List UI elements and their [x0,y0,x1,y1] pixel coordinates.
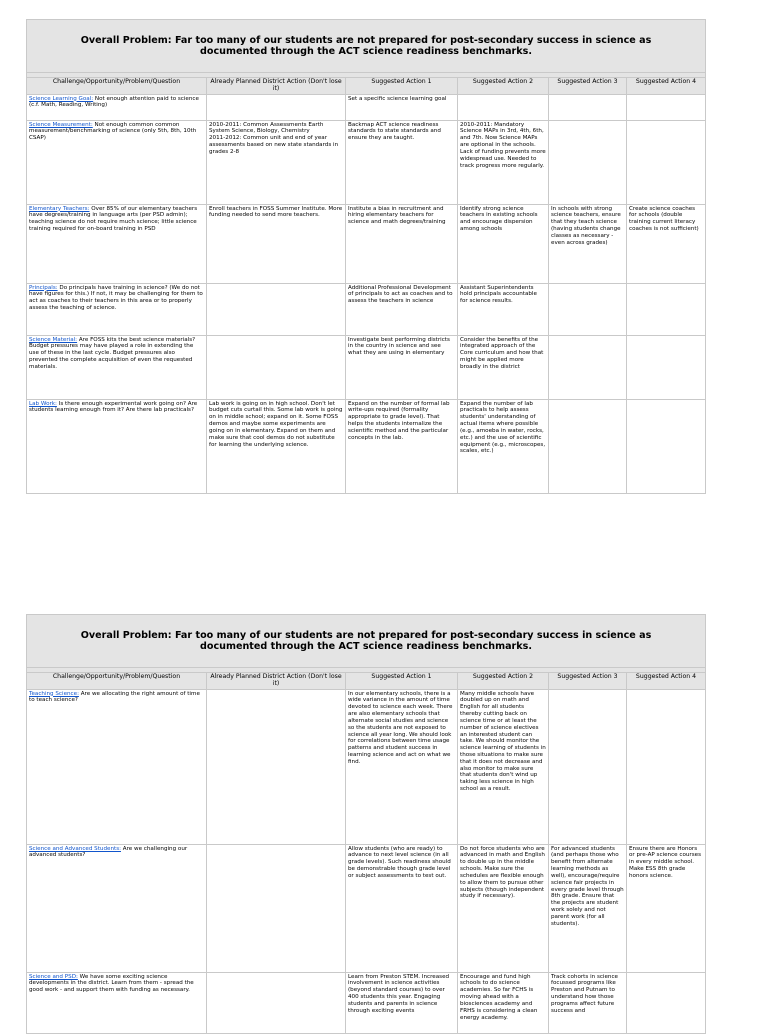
challenge-cell: Teaching Science: Are we allocating the right amount of time to teach science? [27,689,207,844]
table-row [27,399,706,493]
action-4-cell [627,689,706,844]
table-row [27,283,706,335]
science-plan-table-2 [26,614,706,1034]
action-2-cell: Many middle schools have doubled up on math and English for all students thereby cutting back on science time or at least the number of science electives an interested student can take. We should monitor the science learning of students in those situations to make sure that it does not decrease and also monitor to make sure that students don't wind up taking less science in high school as a result. [458,689,549,844]
challenge-cell: Principals: Do principals have training in science? (We do not have figures for this.) If not, it may be challenging for them to act as coaches to their teachers in this area or to properly assess the teaching of science. [27,283,207,335]
challenge-link[interactable]: Science Material: [29,336,78,343]
col-header-planned: Already Planned District Action (Don't lose it) [207,673,346,690]
overall-problem-title: Overall Problem: Far too many of our students are not prepared for post-secondary success in science as documented through the ACT science readiness benchmarks. [27,20,706,73]
challenge-link[interactable]: Science Measurement: [29,121,93,128]
action-1-cell: Investigate best performing districts in the country in science and see what they are using in elementary [346,335,458,399]
table-row [27,689,706,844]
challenge-link[interactable]: Science and PSD: [29,973,78,980]
action-3-cell [549,335,627,399]
action-1-cell: Expand on the number of formal lab write-ups required (formality appropriate to grade level). That helps the students internalize the scientific method and the particular concepts in the lab. [346,399,458,493]
challenge-link[interactable]: Science and Advanced Students: [29,845,121,852]
planned-cell: 2010-2011: Common Assessments Earth System Science, Biology, Chemistry 2011-2012: Common unit and end of year assessments based on new state standards in grades 2-8 [207,120,346,204]
action-2-cell: Consider the benefits of the integrated approach of the Core curriculum and how that might be applied more broadly in the district [458,335,549,399]
challenge-link[interactable]: Science Learning Goal: [29,95,94,102]
challenge-cell: Science Learning Goal: Not enough attention paid to science (c.f. Math, Reading, Writing) [27,94,207,120]
challenge-cell: Elementary Teachers: Over 85% of our elementary teachers have degrees/training in language arts (per PSD admin); teaching science do not require much science; little science training required for on-board training in PSD [27,204,207,283]
action-2-cell [458,94,549,120]
action-2-cell: 2010-2011: Mandatory Science MAPs in 3rd, 4th, 6th, and 7th. Now Science MAPs are optional in the schools. Lack of funding prevents more widespread use. Needed to track progress more regularly. [458,120,549,204]
action-1-cell: Allow students (who are ready) to advance to next level science (in all grade levels). Such readiness should be demonstrable though grade level or subject assessments to test out. [346,844,458,972]
col-header-challenge: Challenge/Opportunity/Problem/Question [27,78,207,95]
action-2-cell: Do not force students who are advanced in math and English to double up in the middle schools. Make sure the schedules are flexible enough to allow them to pursue other subjects (though independent study if necessary). [458,844,549,972]
title-row [27,20,706,73]
table-row [27,94,706,120]
action-4-cell: Create science coaches for schools (double training current literacy coaches is not sufficient) [627,204,706,283]
header-row [27,78,706,95]
planned-cell [207,283,346,335]
col-header-action-1: Suggested Action 1 [346,673,458,690]
challenge-cell: Science Material: Are FOSS kits the best science materials? Budget pressures may have played a role in extending the use of these in the last cycle. Budget pressures also prevented the complete acquisition of even the requested materials. [27,335,207,399]
col-header-challenge: Challenge/Opportunity/Problem/Question [27,673,207,690]
challenge-cell: Science and PSD: We have some exciting science developments in the district. Learn from them - spread the good work - and support them with funding as necessary. [27,972,207,1033]
planned-cell [207,689,346,844]
action-3-cell: Track cohorts in science focussed programs like Preston and Putnam to understand how those programs affect future success and [549,972,627,1033]
challenge-link[interactable]: Lab Work: [29,400,57,407]
action-1-cell: Set a specific science learning goal [346,94,458,120]
col-header-planned: Already Planned District Action (Don't lose it) [207,78,346,95]
action-1-cell: Backmap ACT science readiness standards to state standards and ensure they are taught. [346,120,458,204]
planned-cell: Lab work is going on in high school. Don't let budget cuts curtail this. Some lab work is going on in middle school; expand on it. Some FOSS demos and maybe some experiments are going on in elementary. Expand on them and make sure that cool demos do not substitute for learning the underlying science. [207,399,346,493]
science-plan-table-1 [26,19,706,494]
challenge-link[interactable]: Teaching Science: [29,690,79,697]
col-header-action-4: Suggested Action 4 [627,78,706,95]
action-3-cell [549,94,627,120]
col-header-action-3: Suggested Action 3 [549,673,627,690]
title-row [27,615,706,668]
action-3-cell [549,283,627,335]
challenge-cell: Lab Work: Is there enough experimental work going on? Are students learning enough from it? Are there lab practicals? [27,399,207,493]
col-header-action-1: Suggested Action 1 [346,78,458,95]
action-2-cell: Identify strong science teachers in existing schools and encourage dispersion among schools [458,204,549,283]
overall-problem-title: Overall Problem: Far too many of our students are not prepared for post-secondary success in science as documented through the ACT science readiness benchmarks. [27,615,706,668]
action-4-cell: Ensure there are Honors or pre-AP science courses in every middle school. Make ESS 8th grade honors science. [627,844,706,972]
planned-cell [207,844,346,972]
planned-cell [207,94,346,120]
planned-cell: Enroll teachers in FOSS Summer Institute. More funding needed to send more teachers. [207,204,346,283]
action-4-cell [627,94,706,120]
header-row [27,673,706,690]
action-3-cell: In schools with strong science teachers, ensure that they teach science (having students change classes as necessary - even across grades) [549,204,627,283]
action-3-cell [549,689,627,844]
planned-cell [207,335,346,399]
col-header-action-2: Suggested Action 2 [458,78,549,95]
table-row [27,204,706,283]
action-3-cell [549,399,627,493]
action-4-cell [627,335,706,399]
challenge-cell: Science Measurement: Not enough common common measurement/benchmarking of science (only 5th, 8th, 10th CSAP) [27,120,207,204]
table-row [27,120,706,204]
action-4-cell [627,283,706,335]
action-3-cell [549,120,627,204]
action-1-cell: Learn from Preston STEM. Increased involvement in science activities (beyond standard courses) to over 400 students this year. Engaging students and parents in science through exciting events [346,972,458,1033]
action-1-cell: Institute a bias in recruitment and hiring elementary teachers for science and math degrees/training [346,204,458,283]
action-3-cell: For advanced students (and perhaps those who benefit from alternate learning methods as well), encourage/require science fair projects in every grade level through 8th grade. Ensure that the projects are student work solely and not parent work (for all students). [549,844,627,972]
action-2-cell: Encourage and fund high schools to do science academies. So far FCHS is moving ahead with a biosciences academy and FRHS is considering a clean energy academy. [458,972,549,1033]
table-row [27,844,706,972]
action-4-cell [627,399,706,493]
challenge-link[interactable]: Principals: [29,284,58,291]
action-4-cell [627,120,706,204]
col-header-action-3: Suggested Action 3 [549,78,627,95]
table-row [27,335,706,399]
col-header-action-4: Suggested Action 4 [627,673,706,690]
action-1-cell: In our elementary schools, there is a wide variance in the amount of time devoted to science each week. There are also elementary schools that alternate social studies and science so the students are not exposed to science all year long. We should look for correlations between time usage patterns and student success in learning science and act on what we find. [346,689,458,844]
action-2-cell: Expand the number of lab practicals to help assess students' understanding of actual items where possible (e.g., amoeba in water, rocks, etc.) and the use of scientific equipment (e.g., microscopes, scales, etc.) [458,399,549,493]
challenge-cell: Science and Advanced Students: Are we challenging our advanced students? [27,844,207,972]
action-2-cell: Assistant Superintendents hold principals accountable for science results. [458,283,549,335]
col-header-action-2: Suggested Action 2 [458,673,549,690]
action-1-cell: Additional Professional Development of principals to act as coaches and to assess the teachers in science [346,283,458,335]
challenge-link[interactable]: Elementary Teachers: [29,205,90,212]
